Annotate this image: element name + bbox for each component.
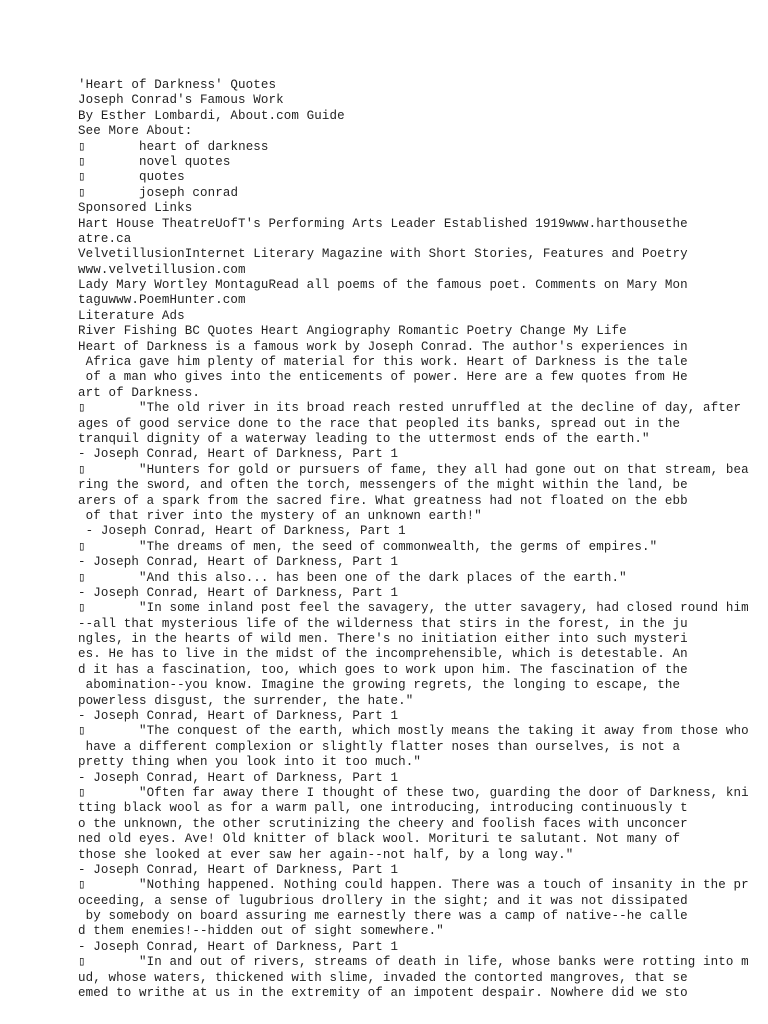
quote-line: emed to writhe at us in the extremity of an impotent despair. Nowhere did we sto (78, 986, 688, 1001)
see-more-item-heart-of-darkness: ▯ heart of darkness (78, 139, 269, 154)
ad-keywords-line: River Fishing BC Quotes Heart Angiography Romantic Poetry Change My Life (78, 324, 627, 339)
quote-line: o the unknown, the other scrutinizing the cheery and foolish faces with unconcer (78, 816, 688, 831)
see-more-item-novel-quotes: ▯ novel quotes (78, 154, 231, 169)
quote-attribution: - Joseph Conrad, Heart of Darkness, Part 1 (78, 862, 399, 877)
quote-line: ngles, in the hearts of wild men. There's no initiation either into such mysteri (78, 632, 688, 647)
quote-line: ▯ "The old river in its broad reach rested unruffled at the decline of day, after (78, 401, 742, 416)
intro-line: art of Darkness. (78, 385, 200, 400)
quote-line: ▯ "In some inland post feel the savagery, the utter savagery, had closed round him (78, 601, 749, 616)
quote-line: abomination--you know. Imagine the growing regrets, the longing to escape, the (78, 678, 681, 693)
intro-line: of a man who gives into the enticements of power. Here are a few quotes from He (78, 370, 688, 385)
sponsored-link-line: atre.ca (78, 231, 132, 246)
quote-line: ▯ "In and out of rivers, streams of death in life, whose banks were rotting into m (78, 955, 749, 970)
quote-line: ▯ "And this also... has been one of the dark places of the earth." (78, 570, 627, 585)
quote-line: ▯ "The conquest of the earth, which mostly means the taking it away from those who (78, 724, 749, 739)
quote-attribution: - Joseph Conrad, Heart of Darkness, Part 1 (78, 770, 399, 785)
sponsored-link-line: www.velvetillusion.com (78, 262, 246, 277)
see-more-heading: See More About: (78, 124, 193, 139)
quote-line: ring the sword, and often the torch, messengers of the might within the land, be (78, 478, 688, 493)
quote-attribution: - Joseph Conrad, Heart of Darkness, Part 1 (78, 447, 399, 462)
quote-attribution: - Joseph Conrad, Heart of Darkness, Part 1 (78, 709, 399, 724)
title-line: 'Heart of Darkness' Quotes (78, 78, 277, 92)
intro-line: Heart of Darkness is a famous work by Joseph Conrad. The author's experiences in (78, 339, 688, 354)
quote-attribution: - Joseph Conrad, Heart of Darkness, Part 1 (78, 555, 399, 570)
quote-line: d them enemies!--hidden out of sight somewhere." (78, 924, 444, 939)
quote-line: ▯ "Hunters for gold or pursuers of fame, they all had gone out on that stream, bea (78, 462, 749, 477)
quote-line: tranquil dignity of a waterway leading to the uttermost ends of the earth." (78, 431, 650, 446)
sponsored-link-line: taguwww.PoemHunter.com (78, 293, 246, 308)
quote-line: --all that mysterious life of the wilderness that stirs in the forest, in the ju (78, 616, 688, 631)
quote-line: ▯ "The dreams of men, the seed of commonwealth, the germs of empires." (78, 539, 658, 554)
quote-line: ud, whose waters, thickened with slime, invaded the contorted mangroves, that se (78, 970, 688, 985)
quote-line: those she looked at ever saw her again--not half, by a long way." (78, 847, 574, 862)
quote-line: ned old eyes. Ave! Old knitter of black wool. Morituri te salutant. Not many of (78, 832, 681, 847)
quote-line: d it has a fascination, too, which goes to work upon him. The fascination of the (78, 662, 688, 677)
quote-attribution: - Joseph Conrad, Heart of Darkness, Part 1 (78, 585, 399, 600)
document-body (78, 78, 762, 1001)
see-more-item-joseph-conrad: ▯ joseph conrad (78, 185, 239, 200)
subtitle-line: Joseph Conrad's Famous Work (78, 93, 284, 108)
quote-line: tting black wool as for a warm pall, one introducing, introducing continuously t (78, 801, 688, 816)
quote-line: ▯ "Nothing happened. Nothing could happen. There was a touch of insanity in the pr (78, 878, 749, 893)
quote-line: oceeding, a sense of lugubrious drollery in the sight; and it was not dissipated (78, 893, 688, 908)
byline: By Esther Lombardi, About.com Guide (78, 108, 345, 123)
quote-line: pretty thing when you look into it too much." (78, 755, 421, 770)
quote-line: have a different complexion or slightly flatter noses than ourselves, is not a (78, 739, 681, 754)
sponsored-links-heading: Sponsored Links (78, 201, 193, 216)
quote-attribution: - Joseph Conrad, Heart of Darkness, Part 1 (78, 939, 399, 954)
sponsored-link-line: VelvetillusionInternet Literary Magazine with Short Stories, Features and Poetry (78, 247, 688, 262)
quote-line: ▯ "Often far away there I thought of these two, guarding the door of Darkness, kni (78, 785, 749, 800)
intro-line: Africa gave him plenty of material for this work. Heart of Darkness is the tale (78, 355, 688, 370)
quote-attribution: - Joseph Conrad, Heart of Darkness, Part 1 (78, 524, 406, 539)
quote-line: ages of good service done to the race that peopled its banks, spread out in the (78, 416, 681, 431)
quote-line: es. He has to live in the midst of the incomprehensible, which is detestable. An (78, 647, 688, 662)
literature-ads-heading: Literature Ads (78, 308, 185, 323)
quote-line: by somebody on board assuring me earnestly there was a camp of native--he calle (78, 909, 688, 924)
see-more-item-quotes: ▯ quotes (78, 170, 185, 185)
quote-line: powerless disgust, the surrender, the hate." (78, 693, 414, 708)
quote-line: of that river into the mystery of an unknown earth!" (78, 508, 482, 523)
quote-line: arers of a spark from the sacred fire. What greatness had not floated on the ebb (78, 493, 688, 508)
sponsored-link-line: Lady Mary Wortley MontaguRead all poems of the famous poet. Comments on Mary Mon (78, 278, 688, 293)
sponsored-link-line: Hart House TheatreUofT's Performing Arts Leader Established 1919www.harthousethe (78, 216, 688, 231)
